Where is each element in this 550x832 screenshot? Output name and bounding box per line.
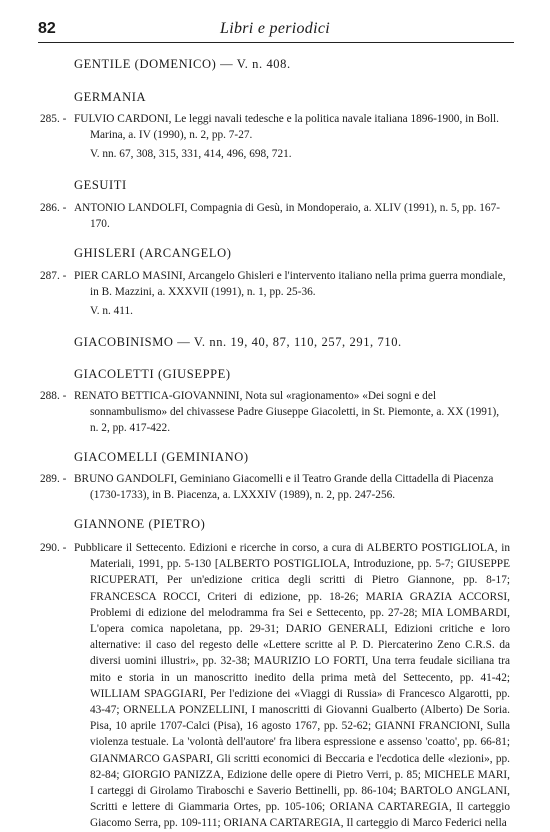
- heading-giacobinismo: GIACOBINISMO — V. nn. 19, 40, 87, 110, 257, 291, 710.: [74, 335, 402, 349]
- heading-giannone: GIANNONE (PIETRO): [74, 517, 206, 531]
- entry-289: [40, 472, 510, 504]
- heading-gesuiti: GESUITI: [74, 178, 127, 192]
- header-rule: [38, 42, 514, 43]
- entry-number: 286. -: [40, 202, 67, 214]
- see-also-285: V. nn. 67, 308, 315, 331, 414, 496, 698, 721.: [90, 148, 292, 160]
- entry-text: Pubblicare il Settecento. Edizioni e ricerche in corso, a cura di ALBERTO POSTIGLIOLA, in Materiali, 1991, pp. 5-130 [ALBERTO POSTIGLIOLA, Introduzione, pp. 5-7; GIUSEPPE RICUPERATI, Per un'edizione critica degli scritti di Pietro Giannone, pp. 8-17; FRANCESCA ROCCI, Criteri di edizione, pp. 18-26; MARIA GRAZIA ACCORSI, Problemi di edizione del melodramma fra Sei e Settecento, pp. 27-28; MIA LOMBARDI, L'opera comica napoletana, pp. 29-31; DARIO GENERALI, Edizioni critiche e loro alternative: il caso del regesto delle «Lettere scritte al P. D. Piercaterino Zeno C.R.S. da diversi uomini illustri», pp. 32-38; MAURIZIO LO FORTI, Una terra feudale siciliana tra mito e storia in un manoscritto inedito della prima metà del Settecento, pp. 41-42; WILLIAM SPAGGIARI, Per l'edizione dei «Viaggi di Russia» di Francesco Algarotti, pp. 43-47; ORNELLA PONZELLINI, I manoscritti di Giovanni Gualberto (Alberto) De Soria. Pisa, 10 aprile 1707-Calci (Pisa), 16 agosto 1767, pp. 52-62; GIANNI FRANCIONI, Sulla violenza testuale. La 'volontà dell'autore' fra libera espressione e assenso 'coatto', pp. 66-81; GIANMARCO GASPARI, Gli scritti economici di Beccaria e l'ecdotica delle «lezioni», pp. 82-84; GIORGIO PANIZZA, Edizione delle opere di Pietro Verri, p. 85; MICHELE MARI, I carteggi di Girolamo Tiraboschi e Saverio Bettinelli, pp. 86-104; BARTOLO ANGLANI, Scritti e lettere di Giammaria Ortes, pp. 105-106; ORIANA CARTAREGIA, Il carteggio Giacomo Serra, pp. 109-111; ORIANA CARTAREGIA, Il carteggio di Marco Federici nella: [74, 542, 510, 830]
- page-number: 82: [38, 20, 56, 37]
- heading-giacomelli: GIACOMELLI (GEMINIANO): [74, 450, 249, 464]
- entry-number: 290. -: [40, 542, 67, 554]
- heading-germania: GERMANIA: [74, 90, 147, 104]
- entry-number: 288. -: [40, 390, 67, 402]
- heading-gentile: GENTILE (DOMENICO) — V. n. 408.: [74, 57, 291, 71]
- entry-text: RENATO BETTICA-GIOVANNINI, Nota sul «ragionamento» «Dei sogni e del sonnambulismo» del chivassese Padre Giuseppe Giacoletti, in St. Piemonte, a. XX (1991), n. 2, pp. 417-422.: [74, 390, 500, 434]
- running-title: Libri e periodici: [220, 20, 330, 37]
- entry-number: 285. -: [40, 113, 67, 125]
- entry-text: BRUNO GANDOLFI, Geminiano Giacomelli e il Teatro Grande della Cittadella di Piacenza (1730-1733), in B. Piacenza, a. LXXXIV (1989), n. 2, pp. 247-256.: [74, 473, 494, 501]
- entry-285: [40, 112, 510, 144]
- entry-number: 287. -: [40, 270, 67, 282]
- heading-giacoletti: GIACOLETTI (GIUSEPPE): [74, 367, 231, 381]
- entry-text: FULVIO CARDONI, Le leggi navali tedesche e la politica navale italiana 1896-1900, in Boll. Marina, a. IV (1990), n. 2, pp. 7-27.: [74, 113, 499, 141]
- entry-text: ANTONIO LANDOLFI, Compagnia di Gesù, in Mondoperaio, a. XLIV (1991), n. 5, pp. 167-170.: [74, 202, 500, 230]
- entry-287: [40, 269, 510, 301]
- heading-ghisleri: GHISLERI (ARCANGELO): [74, 246, 232, 260]
- entry-text: PIER CARLO MASINI, Arcangelo Ghisleri e l'intervento italiano nella prima guerra mondiale, in B. Mazzini, a. XXXVII (1991), n. 1, pp. 25-36.: [74, 270, 506, 298]
- see-also-287: V. n. 411.: [90, 305, 133, 317]
- entry-290: [40, 540, 510, 832]
- entry-number: 289. -: [40, 473, 67, 485]
- entry-288: [40, 389, 510, 436]
- entry-286: [40, 201, 510, 233]
